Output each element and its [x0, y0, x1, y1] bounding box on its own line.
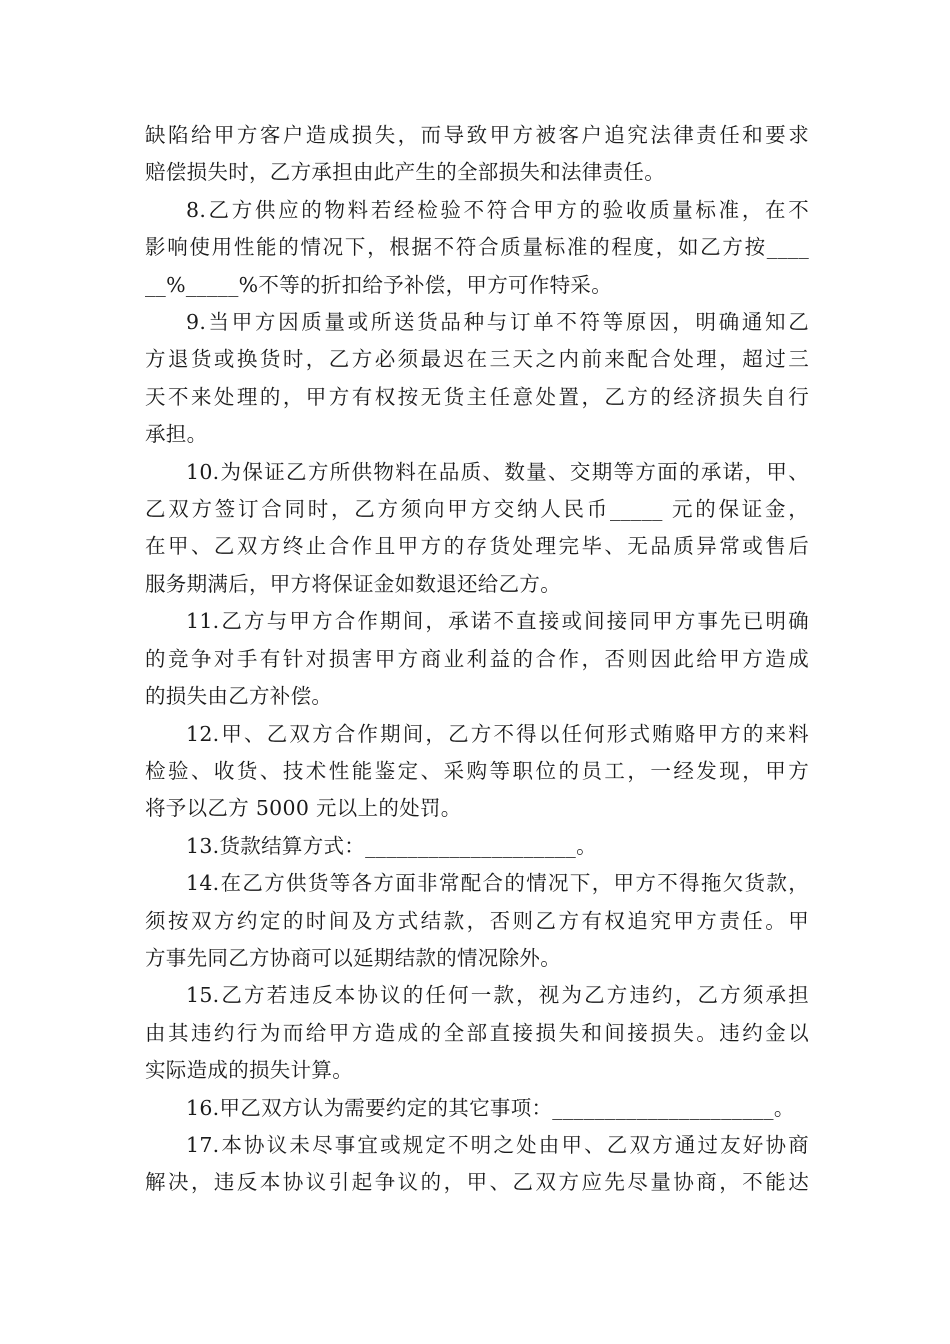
text-line: 检验、收货、技术性能鉴定、采购等职位的员工，一经发现，甲方 [145, 758, 809, 783]
clause-15 [145, 977, 809, 1089]
paragraph-continuation [145, 117, 809, 192]
clause-17 [145, 1127, 809, 1202]
clause-8 [145, 192, 809, 304]
document-page [145, 117, 809, 1202]
clause-9 [145, 304, 809, 454]
text-line: 在甲、乙双方终止合作且甲方的存货处理完毕、无品质异常或售后 [145, 534, 809, 559]
text-line: 13.货款结算方式：____________________。 [186, 833, 597, 858]
text-line: 由其违约行为而给甲方造成的全部直接损失和间接损失。违约金以 [145, 1020, 809, 1045]
text-line: 解决，违反本协议引起争议的，甲、乙双方应先尽量协商，不能达 [145, 1170, 809, 1195]
text-line: 16.甲乙双方认为需要约定的其它事项：_____________________。 [186, 1095, 795, 1120]
text-line: __%_____%不等的折扣给予补偿，甲方可作特采。 [145, 272, 613, 297]
text-line: 12.甲、乙双方合作期间，乙方不得以任何形式贿赂甲方的来料 [186, 721, 809, 746]
clause-12 [145, 716, 809, 828]
text-line: 的竞争对手有针对损害甲方商业利益的合作，否则因此给甲方造成 [145, 646, 809, 671]
text-line: 赔偿损失时，乙方承担由此产生的全部损失和法律责任。 [145, 160, 665, 185]
text-line: 15.乙方若违反本协议的任何一款，视为乙方违约，乙方须承担 [186, 983, 809, 1008]
text-line: 9.当甲方因质量或所送货品种与订单不符等原因，明确通知乙 [186, 310, 809, 335]
clause-13 [145, 828, 809, 865]
text-line: 8.乙方供应的物料若经检验不符合甲方的验收质量标准，在不 [186, 197, 809, 222]
text-line: 14.在乙方供货等各方面非常配合的情况下，甲方不得拖欠货款， [186, 871, 809, 896]
text-line: 须按双方约定的时间及方式结款，否则乙方有权追究甲方责任。甲 [145, 908, 809, 933]
clause-11 [145, 603, 809, 715]
text-line: 将予以乙方 5000 元以上的处罚。 [145, 796, 462, 821]
text-line: 的损失由乙方补偿。 [145, 684, 333, 709]
text-line: 缺陷给甲方客户造成损失，而导致甲方被客户追究法律责任和要求 [145, 123, 809, 147]
text-line: 影响使用性能的情况下，根据不符合质量标准的程度，如乙方按____ [145, 235, 809, 260]
text-line: 服务期满后，甲方将保证金如数退还给乙方。 [145, 571, 561, 596]
text-line: 11.乙方与甲方合作期间，承诺不直接或间接同甲方事先已明确 [186, 609, 809, 634]
text-line: 10.为保证乙方所供物料在品质、数量、交期等方面的承诺，甲、 [186, 459, 809, 484]
text-line: 方事先同乙方协商可以延期结款的情况除外。 [145, 945, 561, 970]
text-line: 天不来处理的，甲方有权按无货主任意处置，乙方的经济损失自行 [145, 384, 809, 409]
text-line: 方退货或换货时，乙方必须最迟在三天之内前来配合处理，超过三 [145, 347, 809, 372]
text-line: 17.本协议未尽事宜或规定不明之处由甲、乙双方通过友好协商 [186, 1132, 809, 1157]
text-line: 实际造成的损失计算。 [145, 1058, 353, 1083]
clause-10 [145, 454, 809, 604]
text-line: 乙双方签订合同时，乙方须向甲方交纳人民币_____ 元的保证金， [145, 497, 809, 522]
text-line: 承担。 [145, 422, 208, 447]
clause-16 [145, 1090, 809, 1127]
clause-14 [145, 865, 809, 977]
